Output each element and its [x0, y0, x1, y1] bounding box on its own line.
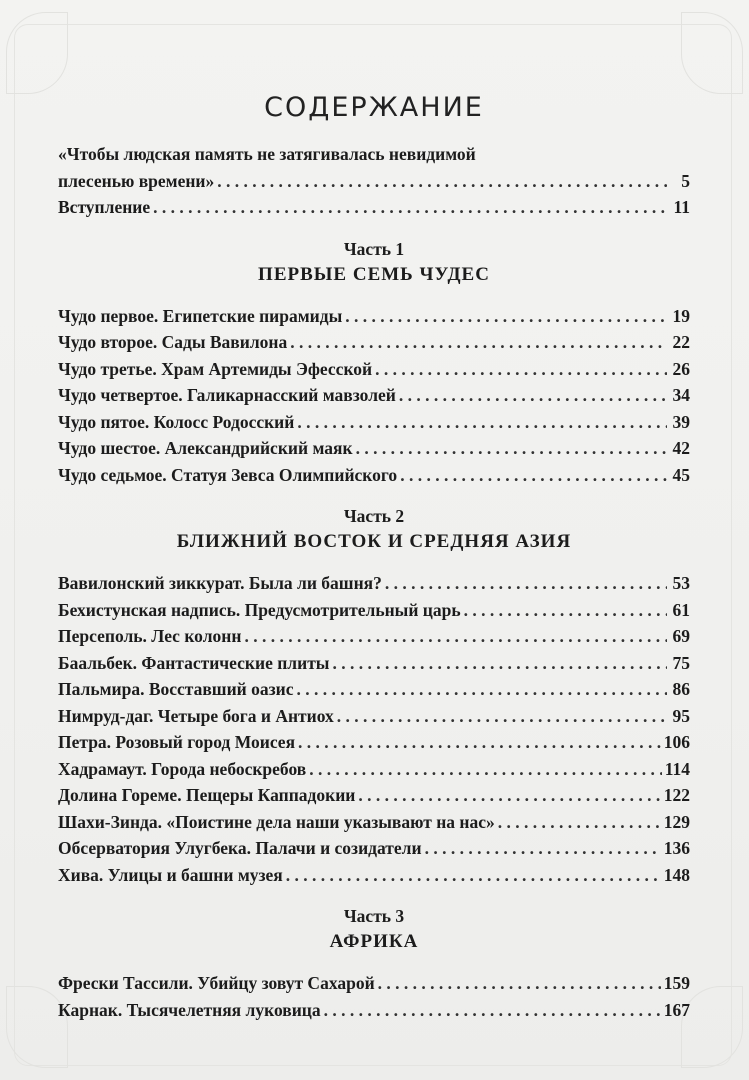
toc-entry: [58, 409, 690, 436]
toc-page-number: 122: [663, 785, 690, 805]
toc-entry-text-line2: плесенью времени»: [58, 170, 215, 191]
toc-entry-text: Чудо четвертое. Галикарнасский мавзолей: [58, 385, 396, 405]
dot-leader: [286, 862, 661, 889]
toc-entry: [58, 329, 690, 356]
toc-entry-text: Чудо третье. Храм Артемиды Эфесской: [58, 358, 373, 379]
part-section: [58, 237, 690, 489]
toc-page-number: 69: [672, 626, 690, 646]
toc-page-number: 39: [672, 411, 690, 432]
toc-entry-text: Обсерватория Улугбека. Палачи и созидатели: [58, 838, 422, 858]
dot-leader: [324, 997, 661, 1024]
toc-entry: [58, 729, 690, 756]
dot-leader: [290, 329, 667, 356]
toc-entry: [58, 356, 690, 383]
toc-entry-text: Персеполь. Лес колонн: [58, 626, 242, 646]
toc-entry-text: Вступление: [58, 197, 151, 217]
toc-entry: [58, 623, 690, 650]
toc-page-number: 11: [673, 197, 690, 217]
toc-page-number: 167: [663, 999, 690, 1020]
toc-entry-text: Чудо седьмое. Статуя Зевса Олимпийского: [58, 464, 398, 485]
toc-entry-text: Шахи-Зинда. «Поистине дела наши указывают на нас»: [58, 811, 495, 832]
toc-page-number: 5: [681, 170, 690, 191]
toc-entry-text: Долина Гореме. Пещеры Каппадокии: [58, 785, 356, 805]
toc-entry: [58, 756, 690, 783]
toc-page-number: 45: [672, 464, 690, 485]
dot-leader: [217, 168, 667, 195]
toc-page-number: 22: [672, 332, 690, 352]
dot-leader: [337, 703, 667, 730]
toc-entry-text: Баальбек. Фантастические плиты: [58, 652, 330, 673]
dot-leader: [464, 597, 667, 624]
toc-page-number: 42: [672, 438, 690, 458]
toc-page-number: 61: [672, 599, 690, 620]
toc-entry: [58, 970, 690, 997]
toc-page-number: 114: [664, 758, 690, 779]
toc-entry: [58, 997, 690, 1024]
toc-entry-text: Карнак. Тысячелетняя луковица: [58, 999, 321, 1020]
toc-page-number: 26: [672, 358, 690, 379]
toc-entry-text: Чудо шестое. Александрийский маяк: [58, 438, 353, 458]
toc-entry-text: Нимруд-даг. Четыре бога и Антиох: [58, 705, 334, 726]
part-title: БЛИЖНИЙ ВОСТОК И СРЕДНЯЯ АЗИЯ: [176, 531, 572, 552]
toc-entry: [58, 650, 690, 677]
part-title: ПЕРВЫЕ СЕМЬ ЧУДЕС: [258, 263, 490, 285]
dot-leader: [358, 782, 660, 809]
dot-leader: [297, 676, 668, 703]
toc-entry-text: Фрески Тассили. Убийцу зовут Сахарой: [58, 973, 375, 993]
toc-entry: [58, 194, 690, 221]
toc-entry-text: Чудо пятое. Колосс Родосский: [58, 411, 295, 432]
dot-leader: [153, 194, 667, 221]
toc-entry: [58, 382, 690, 409]
dot-leader: [345, 303, 667, 330]
toc-page-number: 53: [672, 573, 690, 593]
toc-entry-text: Бехистунская надпись. Предусмотрительный царь: [58, 599, 461, 620]
toc-entry-text: Хадрамаут. Города небоскребов: [58, 758, 307, 779]
intro-section: [58, 141, 690, 221]
toc-entry: [58, 862, 690, 889]
dot-leader: [385, 570, 667, 597]
toc-entry: [58, 703, 690, 730]
toc-entry-text: Хива. Улицы и башни музея: [58, 864, 283, 885]
dot-leader: [298, 729, 661, 756]
toc-entry-text: Пальмира. Восставший оазис: [58, 679, 294, 699]
toc-page-number: 86: [672, 679, 690, 699]
toc-entry-text: Вавилонский зиккурат. Была ли башня?: [58, 573, 382, 593]
toc-entry: [58, 462, 690, 489]
toc-entry: [58, 597, 690, 624]
dot-leader: [498, 809, 661, 836]
dot-leader: [244, 623, 667, 650]
dot-leader: [309, 756, 661, 783]
part-section: [58, 904, 690, 1023]
part-label: Часть 3: [343, 906, 405, 926]
toc-entry: [58, 303, 690, 330]
toc-entry-text: Чудо второе. Сады Вавилона: [58, 332, 288, 352]
dot-leader: [400, 462, 667, 489]
toc-entry: [58, 435, 690, 462]
toc-entry-line2: [58, 168, 690, 195]
toc-entry-text: Чудо первое. Египетские пирамиды: [58, 305, 343, 326]
toc-entry: [58, 141, 690, 194]
toc-page-number: 75: [672, 652, 690, 673]
part-section: [58, 504, 690, 888]
toc-page-number: 136: [663, 838, 690, 858]
part-label: Часть 1: [343, 238, 405, 259]
toc-entry: [58, 782, 690, 809]
dot-leader: [375, 356, 667, 383]
toc-entry-text: Петра. Розовый город Моисея: [58, 732, 296, 752]
part-title: АФРИКА: [329, 931, 419, 952]
toc-entry: [58, 835, 690, 862]
part-label: Часть 2: [343, 506, 405, 526]
dot-leader: [378, 970, 661, 997]
dot-leader: [356, 435, 667, 462]
toc-entry: [58, 676, 690, 703]
toc-entry: [58, 809, 690, 836]
toc-page-number: 95: [672, 705, 690, 726]
table-of-contents: [58, 92, 690, 1023]
toc-entry: [58, 570, 690, 597]
toc-page-number: 34: [672, 385, 690, 405]
page-title: СОДЕРЖАНИЕ: [264, 92, 484, 123]
toc-page-number: 129: [663, 811, 690, 832]
dot-leader: [425, 835, 661, 862]
toc-entry-text-line1: «Чтобы людская память не затягивалась невидимой: [58, 144, 476, 164]
dot-leader: [399, 382, 667, 409]
parts-container: [58, 237, 690, 1024]
toc-page-number: 106: [663, 732, 690, 752]
toc-page-number: 148: [663, 864, 690, 885]
ornament-corner: [681, 986, 743, 1068]
toc-page-number: 19: [672, 305, 690, 326]
dot-leader: [332, 650, 667, 677]
toc-page-number: 159: [663, 973, 690, 993]
dot-leader: [297, 409, 667, 436]
